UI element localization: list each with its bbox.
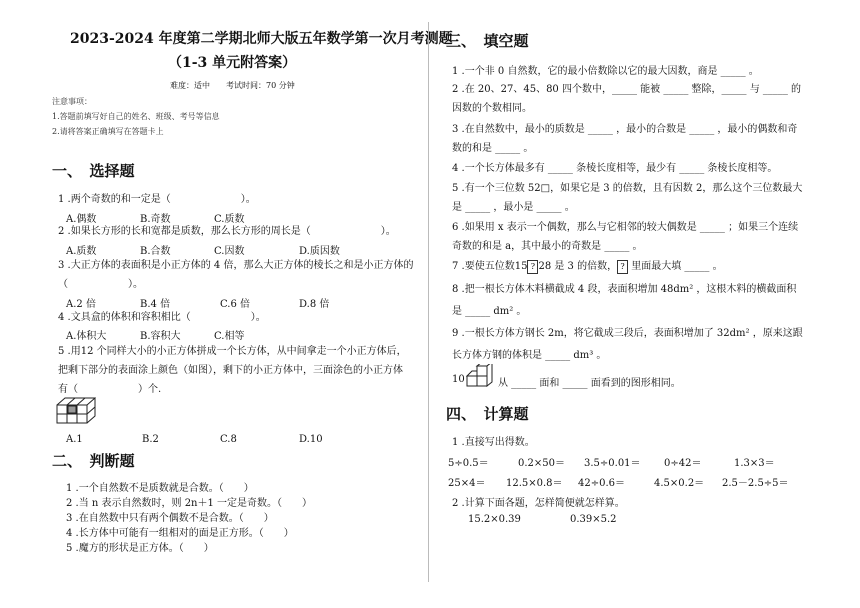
judgement-item: 5 .魔方的形状是正方体。（ ） — [66, 543, 214, 554]
note-item: 2.请将答案正确填写在答题卡上 — [52, 127, 164, 136]
option: A.1 — [66, 434, 83, 445]
option: C.质数 — [214, 214, 245, 225]
digit-box: ? — [617, 260, 628, 274]
q7-post: 里面最大填 _____ 。 — [628, 261, 723, 272]
question-text: 2 .如果长方形的长和宽都是质数，那么长方形的周长是（ ）。 — [58, 226, 396, 237]
q10-number: 10 — [452, 374, 465, 385]
option: C.因数 — [214, 246, 245, 257]
question-text: 有（ ）个. — [58, 384, 162, 395]
fill-question: 6 .如果用 x 表示一个偶数，那么与它相邻的较大偶数是 _____ ；如果三个连续 — [452, 222, 799, 233]
judgement-item: 2 .当 n 表示自然数时，则 2n＋1 一定是奇数。（ ） — [66, 498, 313, 509]
option: C.8 — [220, 434, 237, 445]
option: D.8 倍 — [299, 299, 330, 310]
option: B.4 倍 — [140, 299, 171, 310]
q7-pre: 7 .要使五位数15 — [452, 261, 528, 272]
option: C.6 倍 — [220, 299, 251, 310]
question-text: 把剩下部分的表面涂上颜色（如图），剩下的小正方体中，三面涂色的小正方体 — [58, 365, 403, 376]
notes-heading: 注意事项： — [52, 97, 92, 106]
option: B.奇数 — [140, 214, 171, 225]
fill-question: 4 .一个长方体最多有 _____ 条棱长度相等，最少有 _____ 条棱长度相等。 — [452, 163, 778, 174]
fill-question: 从 _____ 面和 _____ 面看到的图形相同。 — [498, 378, 681, 389]
fill-question: 因数的个数相同。 — [452, 103, 532, 114]
question-text: （ ）。 — [58, 279, 143, 290]
fill-question: 数的和是 _____ 。 — [452, 143, 534, 154]
section-title-judgement: 二、 判断题 — [52, 452, 135, 470]
calc-item: 12.5×0.8＝ — [506, 478, 563, 489]
fill-question: 5 .有一个三位数 52□，如果它是 3 的倍数，且有因数 2，那么这个三位数最大 — [452, 183, 803, 194]
calc-subtitle: 2 .计算下面各题，怎样简便就怎样算。 — [452, 498, 625, 509]
option: A.体积大 — [66, 331, 107, 342]
option: A.质数 — [66, 246, 97, 257]
calc-item: 2.5－2.5÷5＝ — [722, 478, 789, 489]
calc-item: 3.5÷0.01＝ — [584, 458, 641, 469]
calc-item: 5÷0.5＝ — [448, 458, 489, 469]
option: C.相等 — [214, 331, 245, 342]
option: B.2 — [142, 434, 159, 445]
fill-question: 长方体方钢的体积是 _____ dm³ 。 — [452, 350, 607, 361]
question-text: 3 .大正方体的表面积是小正方体的 4 倍，那么大正方体的棱长之和是小正方体的 — [58, 260, 414, 271]
section-title-fill: 三、 填空题 — [446, 32, 529, 50]
page-title: 2023-2024 年度第二学期北师大版五年数学第一次月考测题 — [70, 31, 453, 47]
note-item: 1.答题前填写好自己的姓名、班级、考号等信息 — [52, 112, 220, 121]
fill-question: 是 _____ ，最小是 _____ 。 — [452, 202, 575, 213]
fill-question: 8 .把一根长方体木料横截成 4 段，表面积增加 48dm² ，这根木料的横截面积 — [452, 284, 797, 295]
calc-item: 15.2×0.39 — [468, 514, 521, 525]
fill-question: 1 .一个非 0 自然数，它的最小倍数除以它的最大因数，商是 _____ 。 — [452, 66, 759, 77]
judgement-item: 3 .在自然数中只有两个偶数不是合数。（ ） — [66, 513, 274, 524]
calc-item: 1.3×3＝ — [734, 458, 775, 469]
fill-question: 3 .在自然数中，最小的质数是 _____ ，最小的合数是 _____ ，最小的偶数和奇 — [452, 124, 798, 135]
cuboid-figure — [56, 396, 96, 424]
exam-meta: 难度：适中 考试时间：70 分钟 — [170, 81, 295, 90]
judgement-item: 1 .一个自然数不是质数就是合数。（ ） — [66, 483, 254, 494]
fill-question: 奇数的和是 a，其中最小的奇数是 _____ 。 — [452, 241, 643, 252]
digit-box: ? — [527, 260, 538, 274]
option: B.合数 — [140, 246, 171, 257]
calc-item: 0.39×5.2 — [570, 514, 617, 525]
page-subtitle: （1-3 单元附答案） — [168, 55, 297, 71]
q7-mid: 28 是 3 的倍数， — [538, 261, 618, 272]
option: A.偶数 — [66, 214, 97, 225]
question-text: 5 .用12 个同样大小的小正方体拼成一个长方体，从中间拿走一个小正方体后， — [58, 346, 407, 357]
fill-question: 是 _____ dm² 。 — [452, 306, 527, 317]
fill-question: 2 .在 20、27、45、80 四个数中，_____ 能被 _____ 整除，_____ 与 _____ 的 — [452, 84, 802, 95]
question-text: 1 .两个奇数的和一定是（ ）。 — [58, 194, 256, 205]
calc-item: 42÷0.6＝ — [578, 478, 626, 489]
fill-question: 9 .一根长方体方钢长 2m，将它截成三段后，表面积增加了 32dm² ，原来这跟 — [452, 328, 803, 339]
fill-question — [452, 257, 723, 274]
calc-item: 0÷42＝ — [664, 458, 702, 469]
calc-item: 25×4＝ — [448, 478, 486, 489]
calc-item: 0.2×50＝ — [518, 458, 566, 469]
section-title-choice: 一、 选择题 — [52, 162, 135, 180]
column-divider — [428, 22, 429, 582]
section-title-calc: 四、 计算题 — [446, 405, 529, 423]
option: A.2 倍 — [66, 299, 96, 310]
calc-subtitle: 1 .直接写出得数。 — [452, 437, 535, 448]
option: B.容积大 — [140, 331, 181, 342]
option: D.10 — [299, 434, 323, 445]
option: D.质因数 — [299, 246, 340, 257]
judgement-item: 4 .长方体中可能有一组相对的面是正方形。（ ） — [66, 528, 294, 539]
cube-stack-figure — [466, 364, 496, 388]
question-text: 4 .文具盒的体积和容积相比（ ）。 — [58, 312, 266, 323]
calc-item: 4.5×0.2＝ — [654, 478, 705, 489]
